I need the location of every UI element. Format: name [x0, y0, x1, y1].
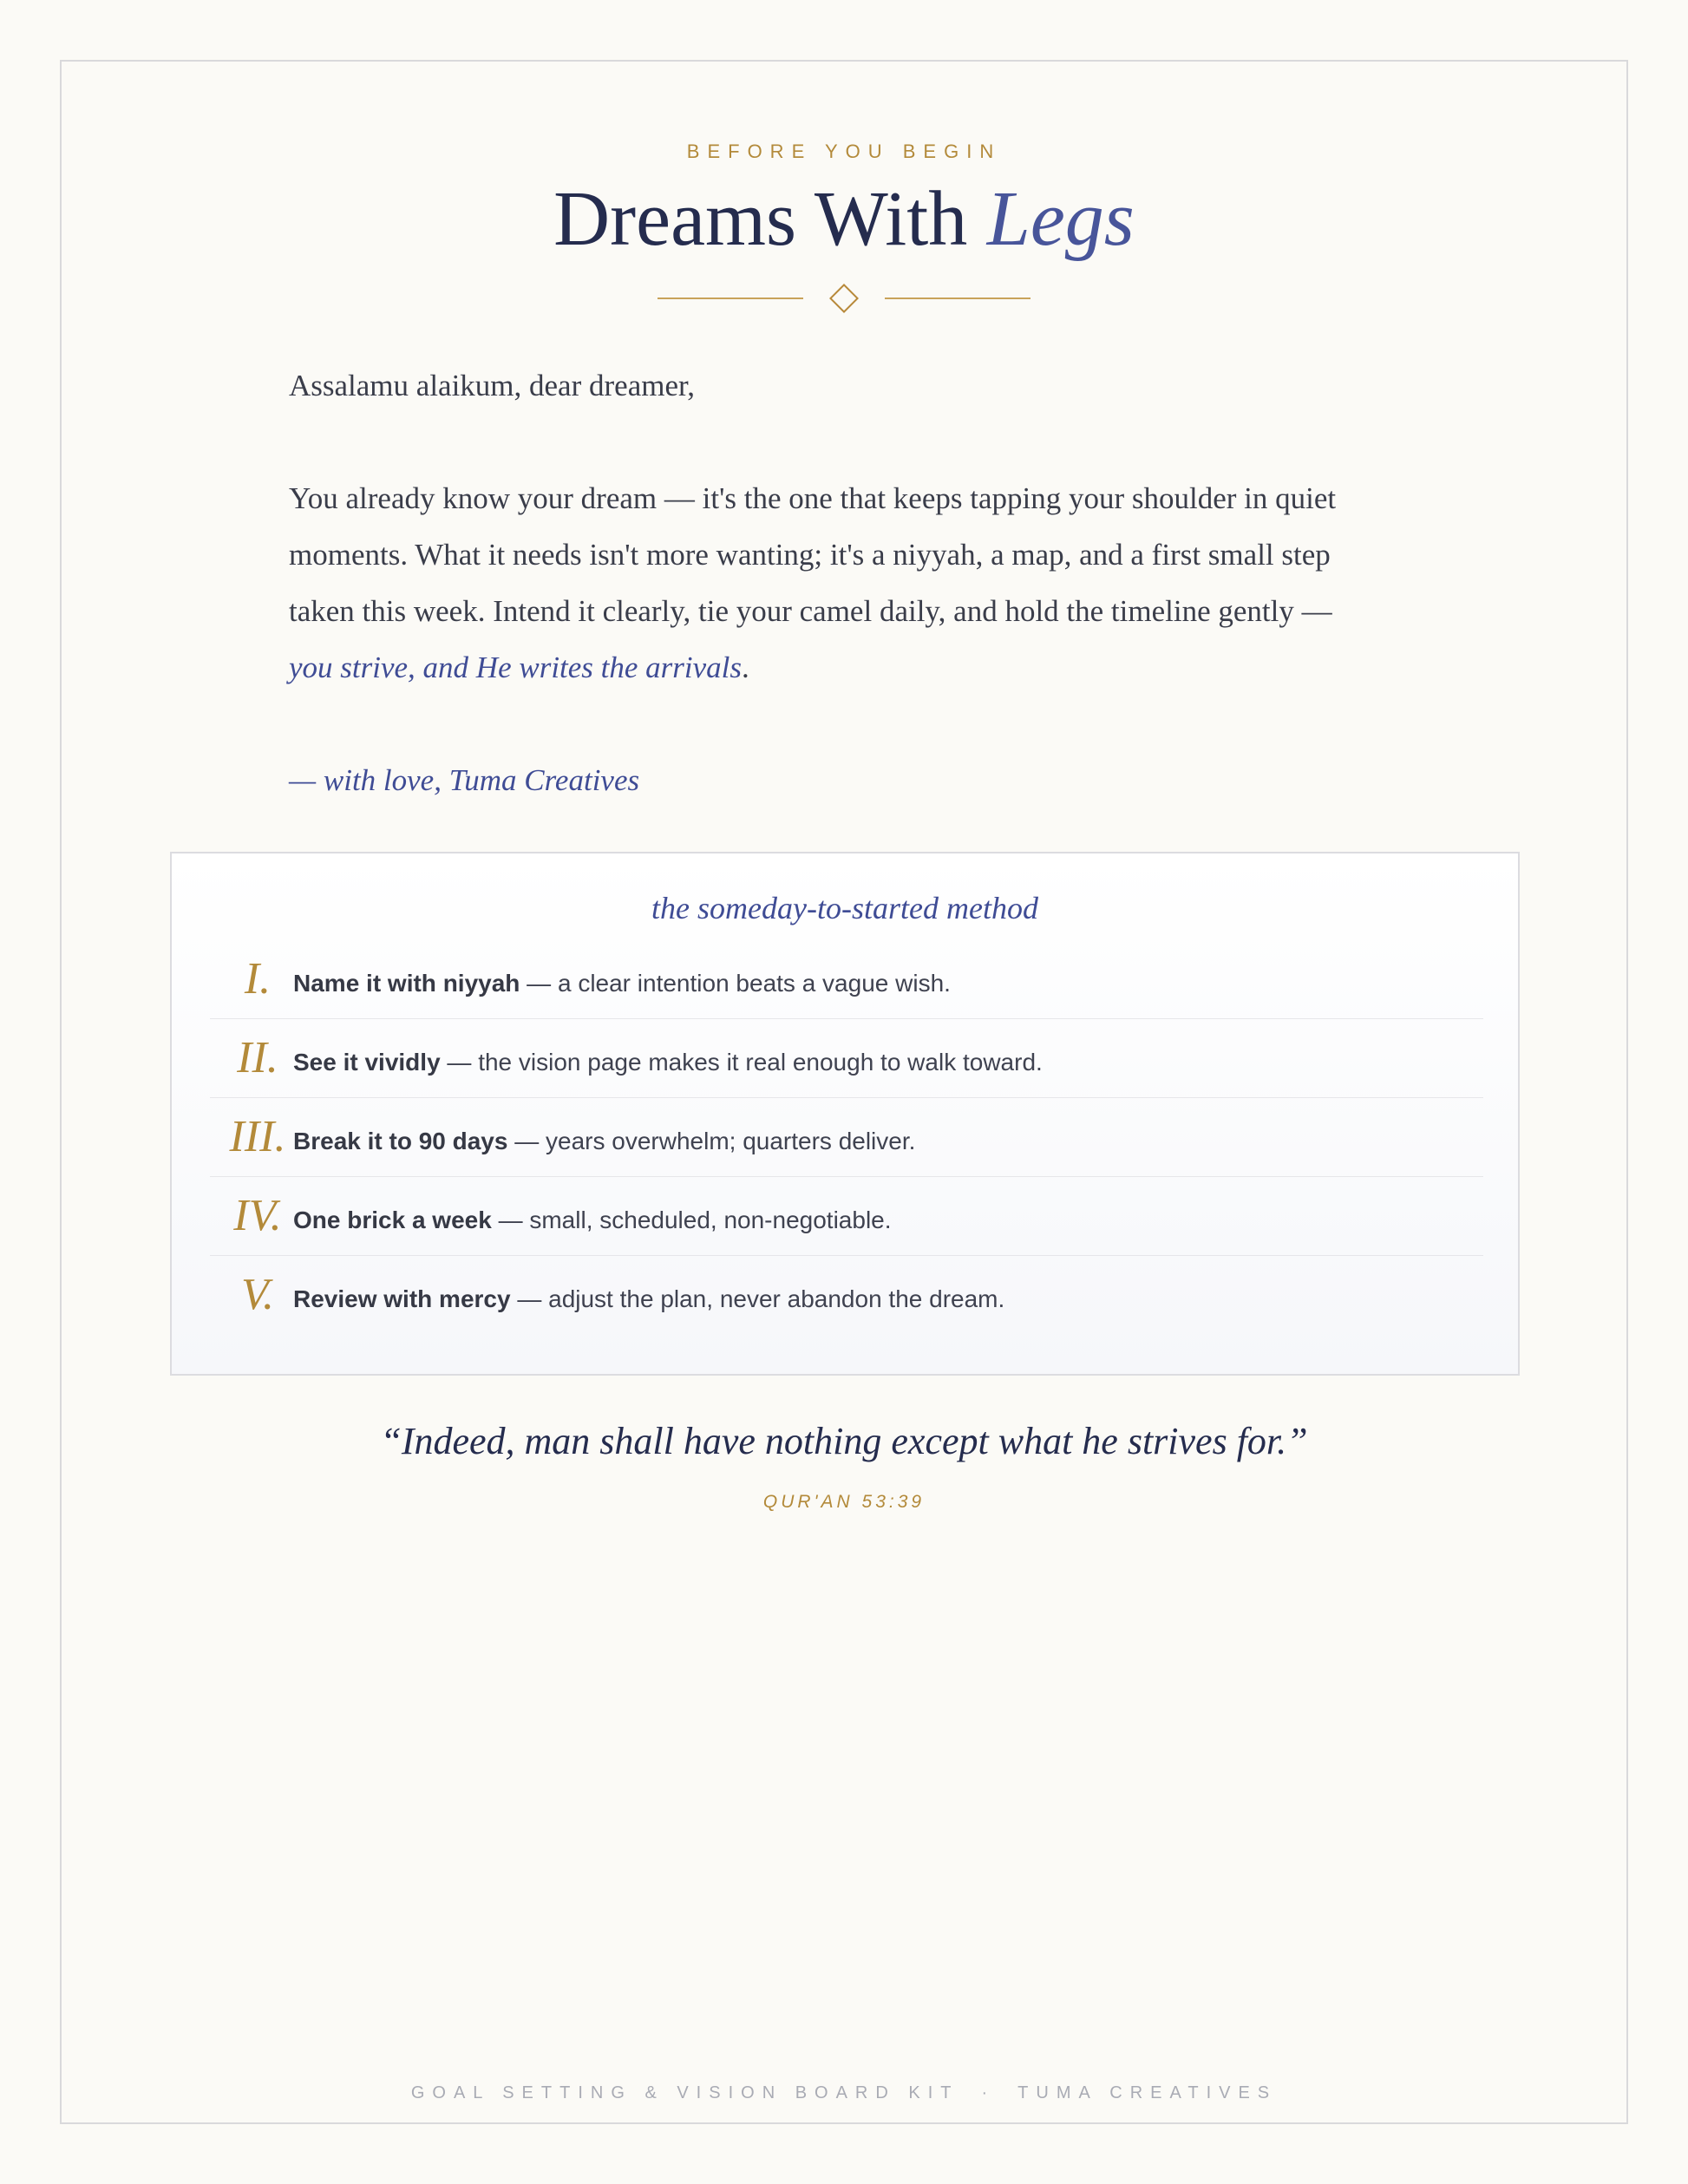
- quran-quote: “Indeed, man shall have nothing except what he strives for.”: [380, 1420, 1308, 1462]
- title-divider: [658, 283, 1030, 314]
- letter-signoff: — with love, Tuma Creatives: [289, 763, 640, 797]
- title-main: Dreams With: [553, 176, 968, 262]
- step-text: [293, 1282, 1004, 1317]
- method-step: [210, 1098, 1483, 1177]
- step-description: — small, scheduled, non-negotiable.: [491, 1206, 892, 1233]
- letter-body: [289, 470, 1399, 696]
- step-text: [293, 966, 951, 1001]
- method-title: the someday-to-started method: [651, 891, 1038, 925]
- step-text: [293, 1203, 892, 1238]
- step-text: [293, 1124, 915, 1159]
- step-description: — years overwhelm; quarters deliver.: [507, 1128, 916, 1154]
- method-step: [210, 940, 1483, 1019]
- divider-line-left: [658, 298, 803, 299]
- step-text: [293, 1045, 1043, 1080]
- method-step: [210, 1019, 1483, 1098]
- step-numeral: III.: [229, 1112, 286, 1161]
- letter-body-end: .: [742, 651, 749, 684]
- step-numeral: II.: [237, 1033, 278, 1082]
- divider-line-right: [885, 298, 1030, 299]
- letter-body-emphasis: you strive, and He writes the arrivals: [289, 651, 743, 684]
- step-label: Review with mercy: [293, 1285, 511, 1312]
- step-label: See it vividly: [293, 1049, 441, 1076]
- step-numeral: V.: [240, 1270, 275, 1319]
- eyebrow-label: BEFORE YOU BEGIN: [686, 141, 1002, 162]
- letter-greeting: Assalamu alaikum, dear dreamer,: [289, 369, 695, 402]
- method-steps: [210, 940, 1483, 1334]
- step-description: — adjust the plan, never abandon the dream.: [510, 1285, 1005, 1312]
- quote-citation: QUR'AN 53:39: [762, 1492, 926, 1512]
- method-step: [210, 1256, 1483, 1334]
- step-description: — a clear intention beats a vague wish.: [520, 970, 951, 997]
- footer-brand: TUMA CREATIVES: [1017, 2083, 1278, 2102]
- footer-separator: ·: [981, 2083, 996, 2102]
- step-numeral: IV.: [233, 1191, 282, 1240]
- diamond-icon: [829, 284, 859, 313]
- step-label: One brick a week: [293, 1206, 492, 1233]
- step-label: Name it with niyyah: [293, 970, 520, 997]
- step-label: Break it to 90 days: [293, 1128, 508, 1154]
- page-footer: [0, 2083, 1688, 2103]
- method-card: [170, 852, 1520, 1376]
- page-title: [0, 172, 1688, 267]
- welcome-letter: [289, 357, 1399, 808]
- title-accent: Legs: [986, 176, 1135, 262]
- footer-kit-name: GOAL SETTING & VISION BOARD KIT: [410, 2083, 959, 2102]
- step-description: — the vision page makes it real enough to walk toward.: [440, 1049, 1043, 1076]
- letter-body-text: You already know your dream — it's the one that keeps tapping your shoulder in quiet moments. What it needs isn't more wanting; it's a niyyah, a map, and a first small step taken this week. Intend it clearly, tie your camel daily, and hold the timeline gently —: [289, 481, 1337, 628]
- method-step: [210, 1177, 1483, 1256]
- step-numeral: I.: [244, 954, 272, 1004]
